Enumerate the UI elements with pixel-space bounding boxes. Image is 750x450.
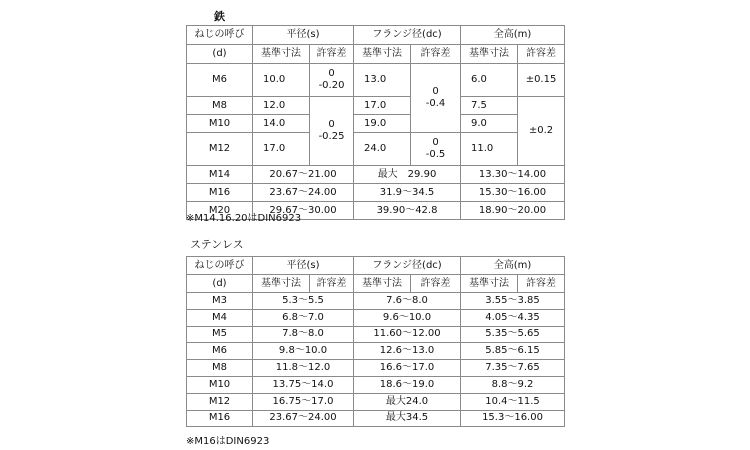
flange-range: 7.6～8.0: [354, 293, 461, 310]
flange-range: 39.90～42.8: [354, 202, 461, 220]
basic-header: 基準寸法: [354, 45, 411, 64]
table-row: [187, 64, 565, 97]
height-range: 15.3～16.00: [461, 410, 565, 427]
width-range: 16.75～17.0: [253, 393, 354, 410]
width-range: 20.67～21.00: [253, 166, 354, 184]
flange-tolerance: 0 -0.5: [411, 133, 461, 166]
flange-value: 24.0: [354, 133, 411, 166]
height-value: 7.5: [461, 97, 518, 115]
stainless-section-title: ステンレス: [190, 238, 244, 251]
table-subheader-row: [187, 275, 565, 293]
flange-range: 18.6～19.0: [354, 376, 461, 393]
basic-header: 基準寸法: [253, 275, 310, 293]
width-range: 9.8～10.0: [253, 343, 354, 360]
table-header-row: [187, 26, 565, 45]
height-value: 6.0: [461, 64, 518, 97]
thread-size: M12: [187, 133, 253, 166]
width-range: 29.67～30.00: [253, 202, 354, 220]
height-range: 7.35～7.65: [461, 360, 565, 377]
flange-range: 9.6～10.0: [354, 309, 461, 326]
width-value: 10.0: [253, 64, 310, 97]
basic-header: 基準寸法: [461, 45, 518, 64]
table-row: [187, 326, 565, 343]
d-header: (d): [187, 275, 253, 293]
basic-header: 基準寸法: [354, 275, 411, 293]
thread-size: M12: [187, 393, 253, 410]
table-row: [187, 184, 565, 202]
tolerance-header: 許容差: [411, 275, 461, 293]
width-range: 7.8～8.0: [253, 326, 354, 343]
tolerance-header: 許容差: [518, 45, 565, 64]
flange-range: 11.60～12.00: [354, 326, 461, 343]
thread-size: M16: [187, 410, 253, 427]
width-range: 5.3～5.5: [253, 293, 354, 310]
tolerance-header: 許容差: [310, 45, 354, 64]
width-value: 17.0: [253, 133, 310, 166]
table-row: [187, 393, 565, 410]
table-row: [187, 293, 565, 310]
width-range: 11.8～12.0: [253, 360, 354, 377]
stainless-dimension-table: [186, 256, 565, 427]
thread-size: M10: [187, 376, 253, 393]
thread-size: M6: [187, 64, 253, 97]
table-row: [187, 360, 565, 377]
flange-range: 最大 29.90: [354, 166, 461, 184]
tolerance-header: 許容差: [310, 275, 354, 293]
thread-size: M10: [187, 115, 253, 133]
height-tolerance: ±0.15: [518, 64, 565, 97]
height-range: 5.85～6.15: [461, 343, 565, 360]
thread-size: M4: [187, 309, 253, 326]
width-value: 14.0: [253, 115, 310, 133]
flange-range: 31.9～34.5: [354, 184, 461, 202]
table-row: [187, 115, 565, 133]
thread-size: M6: [187, 343, 253, 360]
iron-footnote: ※M14.16.20はDIN6923: [186, 213, 302, 224]
height-value: 11.0: [461, 133, 518, 166]
height-value: 9.0: [461, 115, 518, 133]
height-range: 13.30～14.00: [461, 166, 565, 184]
basic-header: 基準寸法: [253, 45, 310, 64]
table-row: [187, 309, 565, 326]
thread-header: ねじの呼び: [187, 26, 253, 45]
width-range: 23.67～24.00: [253, 184, 354, 202]
flange-range: 最大34.5: [354, 410, 461, 427]
table-row: [187, 410, 565, 427]
height-header: 全高(m): [461, 257, 565, 275]
thread-header: ねじの呼び: [187, 257, 253, 275]
iron-section-title: 鉄: [214, 10, 225, 23]
table-header-row: [187, 257, 565, 275]
table-row: [187, 343, 565, 360]
thread-size: M8: [187, 360, 253, 377]
thread-size: M16: [187, 184, 253, 202]
height-range: 3.55～3.85: [461, 293, 565, 310]
table-row: [187, 133, 565, 166]
d-header: (d): [187, 45, 253, 64]
tolerance-header: 許容差: [518, 275, 565, 293]
height-range: 10.4～11.5: [461, 393, 565, 410]
height-header: 全高(m): [461, 26, 565, 45]
width-range: 6.8～7.0: [253, 309, 354, 326]
flange-header: フランジ径(dc): [354, 26, 461, 45]
flange-range: 16.6～17.0: [354, 360, 461, 377]
flange-value: 17.0: [354, 97, 411, 115]
table-row: [187, 166, 565, 184]
basic-header: 基準寸法: [461, 275, 518, 293]
width-range: 23.67～24.00: [253, 410, 354, 427]
stainless-footnote: ※M16はDIN6923: [186, 436, 270, 447]
thread-size: M8: [187, 97, 253, 115]
flange-range: 12.6～13.0: [354, 343, 461, 360]
width-header: 平径(s): [253, 26, 354, 45]
height-range: 4.05～4.35: [461, 309, 565, 326]
table-row: [187, 376, 565, 393]
thread-size: M5: [187, 326, 253, 343]
table-subheader-row: [187, 45, 565, 64]
iron-dimension-table: [186, 25, 565, 220]
width-tolerance: 0 -0.20: [310, 64, 354, 97]
flange-tolerance: 0 -0.4: [411, 64, 461, 133]
width-range: 13.75～14.0: [253, 376, 354, 393]
table-row: [187, 97, 565, 115]
flange-value: 13.0: [354, 64, 411, 97]
thread-size: M3: [187, 293, 253, 310]
tolerance-header: 許容差: [411, 45, 461, 64]
thread-size: M14: [187, 166, 253, 184]
flange-range: 最大24.0: [354, 393, 461, 410]
height-range: 5.35～5.65: [461, 326, 565, 343]
width-tolerance: 0 -0.25: [310, 97, 354, 166]
thread-size: M20: [187, 202, 253, 220]
flange-header: フランジ径(dc): [354, 257, 461, 275]
width-header: 平径(s): [253, 257, 354, 275]
height-range: 15.30～16.00: [461, 184, 565, 202]
height-tolerance: ±0.2: [518, 97, 565, 166]
height-range: 18.90～20.00: [461, 202, 565, 220]
flange-value: 19.0: [354, 115, 411, 133]
height-range: 8.8～9.2: [461, 376, 565, 393]
width-value: 12.0: [253, 97, 310, 115]
